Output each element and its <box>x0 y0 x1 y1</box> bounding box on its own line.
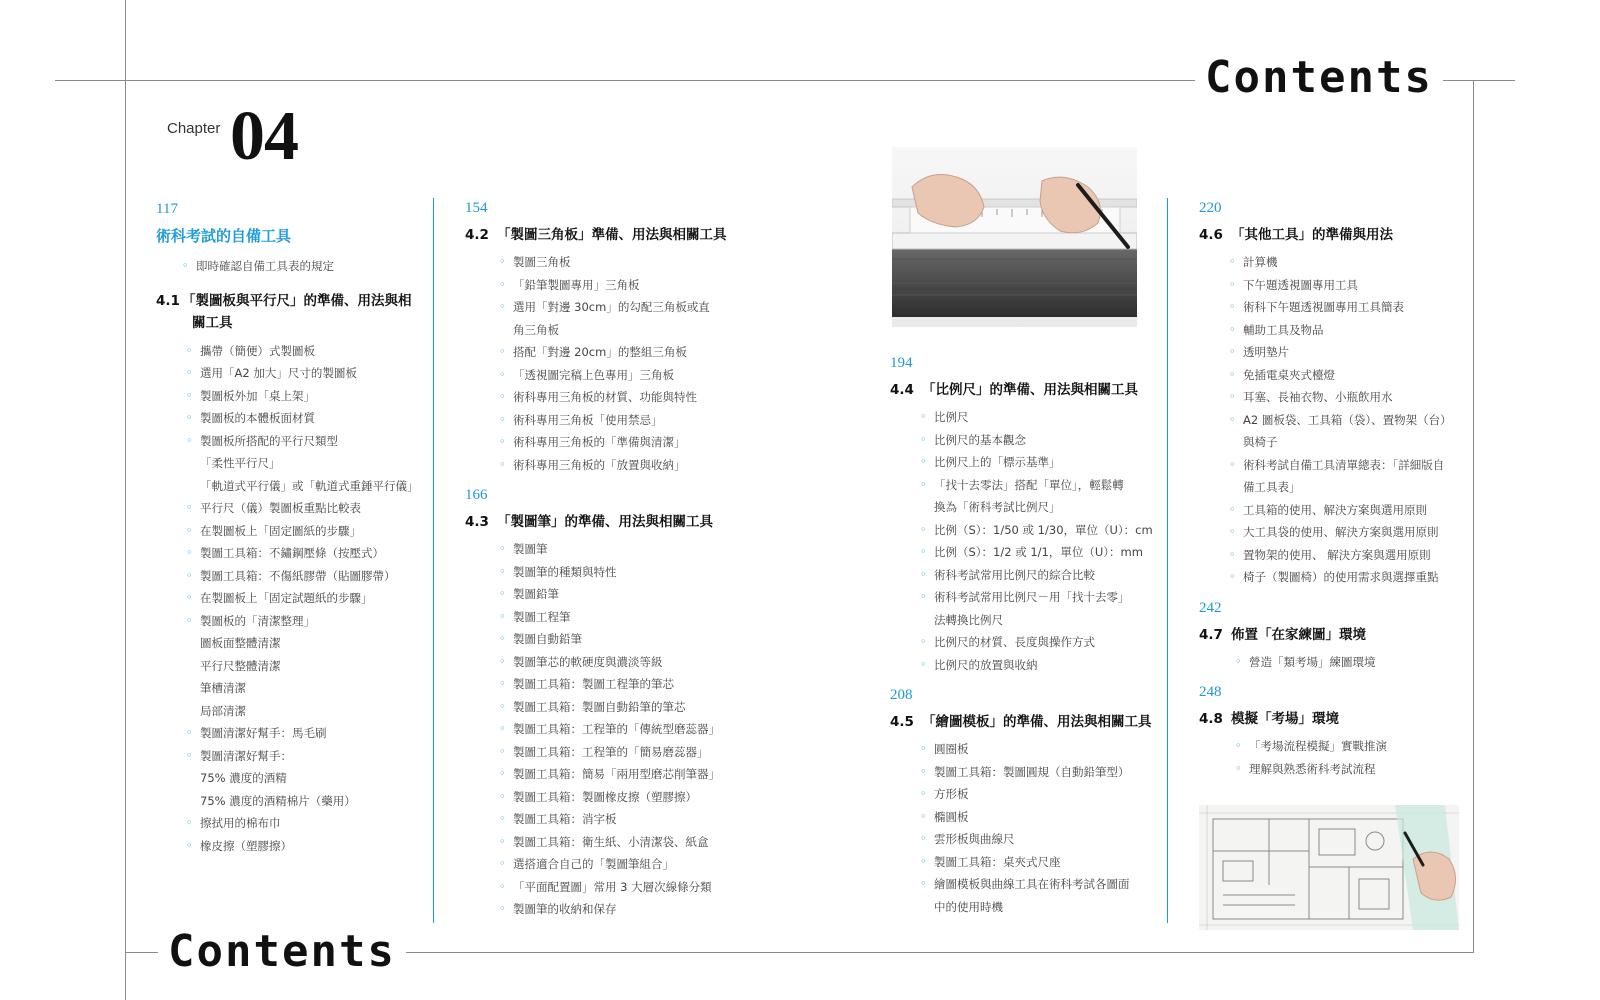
toc-item[interactable]: ◦ 擦拭用的棉布巾 <box>186 812 426 835</box>
section-number: 4.8 <box>1199 711 1223 727</box>
toc-item[interactable]: ◦ 計算機 <box>1229 251 1464 274</box>
toc-subitem[interactable]: 「軌道式平行儀」或「軌道式重錘平行儀」 <box>200 478 419 493</box>
page-number: 242 <box>1199 599 1222 616</box>
toc-item[interactable]: ◦ 製圖工具箱：不傷紙膠帶（貼圖膠帶） <box>186 565 426 588</box>
toc-item[interactable]: ◦ 製圖工具箱：製圖工程筆的筆芯 <box>499 673 765 696</box>
toc-item[interactable]: ◦ 比例尺 <box>920 406 1170 429</box>
toc-item[interactable]: ◦ 工具箱的使用、解決方案與選用原則 <box>1229 499 1464 522</box>
toc-item[interactable]: ◦ 平行尺（儀）製圖板重點比較表 <box>186 497 426 520</box>
page-number: 166 <box>465 487 488 503</box>
toc-item[interactable]: ◦ 理解與熟悉術科考試流程 <box>1235 758 1464 781</box>
section-heading-4-1[interactable] <box>156 290 426 334</box>
toc-item[interactable]: ◦ 「找十去零法」搭配「單位」，輕鬆轉 <box>920 474 1170 497</box>
toc-subitem[interactable]: 法轉換比例尺 <box>934 612 1003 627</box>
toc-item[interactable]: ◦ 攜帶（簡便）式製圖板 <box>186 340 426 363</box>
toc-item[interactable]: ◦ 製圖工具箱：消字板 <box>499 808 765 831</box>
toc-item[interactable]: ◦ 術科考試常用比例尺－用「找十去零」 <box>920 586 1170 609</box>
toc-item[interactable]: ◦ 製圖筆芯的軟硬度與濃淡等級 <box>499 651 765 674</box>
toc-item[interactable]: ◦ 繪圖模板與曲線工具在術科考試各圖面 <box>920 873 1170 896</box>
toc-column-1 <box>156 198 426 857</box>
toc-subitem[interactable]: 局部清潔 <box>200 703 246 718</box>
toc-item[interactable]: ◦ 術科考試自備工具清單總表：「詳細版自 <box>1229 454 1464 477</box>
toc-item[interactable]: ◦ 製圖工具箱：製圖圓規（自動鉛筆型） <box>920 761 1170 784</box>
toc-item[interactable]: ◦ 營造「類考場」練圖環境 <box>1235 651 1464 674</box>
section-heading-4-3[interactable] <box>465 511 765 533</box>
section-title: 「比例尺」的準備、用法與相關工具 <box>922 382 1138 398</box>
toc-subitem[interactable]: 筆槽清潔 <box>200 681 246 695</box>
toc-item[interactable]: ◦ 大工具袋的使用、解決方案與選用原則 <box>1229 521 1464 544</box>
toc-item[interactable]: ◦ 即時確認自備工具表的規定 <box>182 255 426 278</box>
toc-item[interactable]: ◦ 比例尺的放置與收納 <box>920 654 1170 677</box>
section-title: 佈置「在家練圖」環境 <box>1231 626 1366 643</box>
toc-item[interactable]: ◦ 「平面配置圖」常用 3 大層次線條分類 <box>499 876 765 899</box>
section-heading-4-6[interactable] <box>1199 224 1464 246</box>
toc-subitem[interactable]: 圖板面整體清潔 <box>200 636 281 650</box>
section-title-cont: 關工具 <box>192 314 233 331</box>
toc-subitem[interactable]: 備工具表」 <box>1243 480 1301 494</box>
toc-item[interactable]: ◦ 術科專用三角板的「準備與清潔」 <box>499 431 765 454</box>
toc-subitem[interactable]: 75% 濃度的酒精棉片（藥用） <box>200 793 356 808</box>
section-title: 「製圖筆」的準備、用法與相關工具 <box>497 514 713 530</box>
toc-item[interactable]: ◦ 選用「對邊 30cm」的勾配三角板或直 <box>499 296 765 319</box>
toc-item[interactable]: ◦ 圓圈板 <box>920 738 1170 761</box>
floor-plan-photo <box>1199 805 1459 930</box>
chapter-label: Chapter <box>167 120 221 137</box>
toc-item[interactable]: ◦ 製圖工具箱：簡易「兩用型磨芯削筆器」 <box>499 763 765 786</box>
toc-item[interactable]: ◦ 製圖工具箱：桌夾式尺座 <box>920 851 1170 874</box>
page-number: 208 <box>890 687 913 703</box>
contents-title-bottom: Contents <box>158 930 406 974</box>
toc-item[interactable]: ◦ 在製圖板上「固定試題紙的步驟」 <box>186 587 426 610</box>
section-heading-4-7[interactable] <box>1199 624 1464 646</box>
page-number: 194 <box>890 355 913 371</box>
toc-subitem[interactable]: 75% 濃度的酒精 <box>200 771 287 785</box>
toc-item[interactable]: ◦ A2 圖板袋、工具箱（袋）、置物架（台） <box>1229 409 1464 432</box>
toc-item[interactable]: ◦ 比例尺上的「標示基準」 <box>920 451 1170 474</box>
toc-item[interactable]: ◦ 製圖清潔好幫手： <box>186 745 426 768</box>
section-items <box>156 340 426 858</box>
toc-item[interactable]: ◦ 方形板 <box>920 783 1170 806</box>
toc-item[interactable]: ◦ 下午題透視圖專用工具 <box>1229 274 1464 297</box>
section-heading-4-5[interactable] <box>890 711 1170 733</box>
toc-item[interactable]: ◦ 輔助工具及物品 <box>1229 319 1464 342</box>
toc-item[interactable]: ◦ 橡皮擦（塑膠擦） <box>186 835 426 858</box>
section-title[interactable]: 術科考試的自備工具 <box>156 227 292 245</box>
toc-item[interactable]: ◦ 術科考試常用比例尺的綜合比較 <box>920 564 1170 587</box>
toc-item[interactable]: ◦ 透明墊片 <box>1229 341 1464 364</box>
toc-item[interactable]: ◦ 「考場流程模擬」實戰推演 <box>1235 735 1464 758</box>
toc-item[interactable]: ◦ 「透視圖完稿上色專用」三角板 <box>499 364 765 387</box>
toc-item[interactable]: ◦ 製圖筆 <box>499 538 765 561</box>
section-items <box>1199 735 1464 780</box>
toc-subitem[interactable]: 平行尺整體清潔 <box>200 658 281 673</box>
toc-item[interactable]: ◦ 製圖自動鉛筆 <box>499 628 765 651</box>
toc-item[interactable]: ◦ 術科專用三角板的材質、功能與特性 <box>499 386 765 409</box>
toc-item[interactable]: ◦ 製圖工具箱：工程筆的「傳統型磨蕊器」 <box>499 718 765 741</box>
toc-item[interactable]: ◦ 製圖筆的種類與特性 <box>499 561 765 584</box>
toc-item[interactable]: ◦ 製圖工具箱：工程筆的「簡易磨蕊器」 <box>499 741 765 764</box>
toc-subitem[interactable]: 與椅子 <box>1243 435 1278 449</box>
section-number: 4.4 <box>890 382 914 398</box>
section-title: 「製圖板與平行尺」的準備、用法與相 <box>182 292 412 309</box>
section-number: 4.5 <box>890 714 914 730</box>
toc-item[interactable]: ◦ 製圖工具箱：不鏽鋼壓條（按壓式） <box>186 542 426 565</box>
toc-column-3 <box>890 352 1170 918</box>
toc-item[interactable]: ◦ 比例（S）：1/50 或 1/30，單位（U）：cm <box>920 519 1170 542</box>
section-title: 模擬「考場」環境 <box>1231 711 1339 727</box>
toc-item[interactable]: ◦ 術科專用三角板「使用禁忌」 <box>499 409 765 432</box>
page-number: 248 <box>1199 684 1222 700</box>
section-title: 「繪圖模板」的準備、用法與相關工具 <box>922 714 1152 730</box>
toc-item[interactable]: ◦ 「鉛筆製圖專用」三角板 <box>499 274 765 297</box>
toc-subitem[interactable]: 中的使用時機 <box>934 899 1003 914</box>
toc-item[interactable]: ◦ 術科下午題透視圖專用工具簡表 <box>1229 296 1464 319</box>
toc-item[interactable]: ◦ 橢圓板 <box>920 806 1170 829</box>
toc-item[interactable]: ◦ 選用「A2 加大」尺寸的製圖板 <box>186 362 426 385</box>
page-number: 220 <box>1199 200 1222 216</box>
toc-item[interactable]: ◦ 椅子（製圖椅）的使用需求與選擇重點 <box>1229 566 1464 589</box>
toc-item[interactable]: ◦ 比例尺的材質、長度與操作方式 <box>920 631 1170 654</box>
toc-item[interactable]: ◦ 製圖鉛筆 <box>499 583 765 606</box>
section-number: 4.7 <box>1199 626 1223 643</box>
section-heading-4-2[interactable] <box>465 224 765 246</box>
toc-subitem[interactable]: 換為「術科考試比例尺」 <box>934 500 1061 514</box>
section-heading-4-8[interactable] <box>1199 708 1464 730</box>
toc-item[interactable]: ◦ 術科專用三角板的「放置與收納」 <box>499 454 765 477</box>
chapter-number: 04 <box>230 98 298 175</box>
ruler-photo-illustration <box>892 147 1137 327</box>
section-heading-4-4[interactable] <box>890 379 1170 401</box>
section-title: 「其他工具」的準備與用法 <box>1231 227 1393 243</box>
frame-right-edge <box>1473 80 1474 952</box>
section-items <box>1199 251 1464 589</box>
toc-item[interactable]: ◦ 在製圖板上「固定圖紙的步驟」 <box>186 520 426 543</box>
toc-item[interactable]: ◦ 選搭適合自己的「製圖筆組合」 <box>499 853 765 876</box>
toc-item[interactable]: ◦ 製圖清潔好幫手：馬毛刷 <box>186 722 426 745</box>
toc-item[interactable]: ◦ 雲形板與曲線尺 <box>920 828 1170 851</box>
toc-item[interactable]: ◦ 製圖工具箱：衛生紙、小清潔袋、紙盒 <box>499 831 765 854</box>
toc-item[interactable]: ◦ 製圖板所搭配的平行尺類型 <box>186 430 426 453</box>
section-number: 4.3 <box>465 514 489 530</box>
toc-column-2 <box>465 197 765 921</box>
frame-left-edge <box>125 0 126 1000</box>
section-items <box>890 406 1170 676</box>
toc-item[interactable]: ◦ 製圖工具箱：製圖橡皮擦（塑膠擦） <box>499 786 765 809</box>
page-number: 117 <box>156 201 178 217</box>
toc-item[interactable]: ◦ 製圖筆的收納和保存 <box>499 898 765 921</box>
contents-title-top: Contents <box>1195 56 1443 100</box>
toc-item[interactable]: ◦ 製圖三角板 <box>499 251 765 274</box>
toc-item[interactable]: ◦ 製圖板的本體板面材質 <box>186 407 426 430</box>
section-items <box>1199 651 1464 674</box>
section-items <box>465 251 765 476</box>
section-items <box>890 738 1170 918</box>
section-number: 4.1 <box>156 292 180 309</box>
toc-item[interactable]: ◦ 製圖板的「清潔整理」 <box>186 610 426 633</box>
toc-subitem[interactable]: 「柔性平行尺」 <box>200 456 281 470</box>
toc-item[interactable]: ◦ 比例（S）：1/2 或 1/1，單位（U）：mm <box>920 541 1170 564</box>
column-divider-1 <box>433 198 434 923</box>
toc-column-4 <box>1199 197 1464 780</box>
toc-item[interactable]: ◦ 比例尺的基本觀念 <box>920 429 1170 452</box>
section-items <box>156 255 426 278</box>
section-number: 4.2 <box>465 227 489 243</box>
page-number: 154 <box>465 200 488 216</box>
toc-item[interactable]: ◦ 置物架的使用、 解決方案與選用原則 <box>1229 544 1464 567</box>
section-items <box>465 538 765 921</box>
section-number: 4.6 <box>1199 227 1223 243</box>
toc-item[interactable]: ◦ 製圖板外加「桌上架」 <box>186 385 426 408</box>
ruler-photo <box>892 147 1137 327</box>
toc-subitem[interactable]: 角三角板 <box>513 322 559 337</box>
toc-item[interactable]: ◦ 搭配「對邊 20cm」的整組三角板 <box>499 341 765 364</box>
toc-item[interactable]: ◦ 製圖工具箱：製圖自動鉛筆的筆芯 <box>499 696 765 719</box>
toc-item[interactable]: ◦ 耳塞、長袖衣物、小瓶飲用水 <box>1229 386 1464 409</box>
section-title: 「製圖三角板」準備、用法與相關工具 <box>497 227 727 243</box>
toc-item[interactable]: ◦ 製圖工程筆 <box>499 606 765 629</box>
floor-plan-illustration <box>1199 805 1459 930</box>
toc-item[interactable]: ◦ 免插電桌夾式檯燈 <box>1229 364 1464 387</box>
